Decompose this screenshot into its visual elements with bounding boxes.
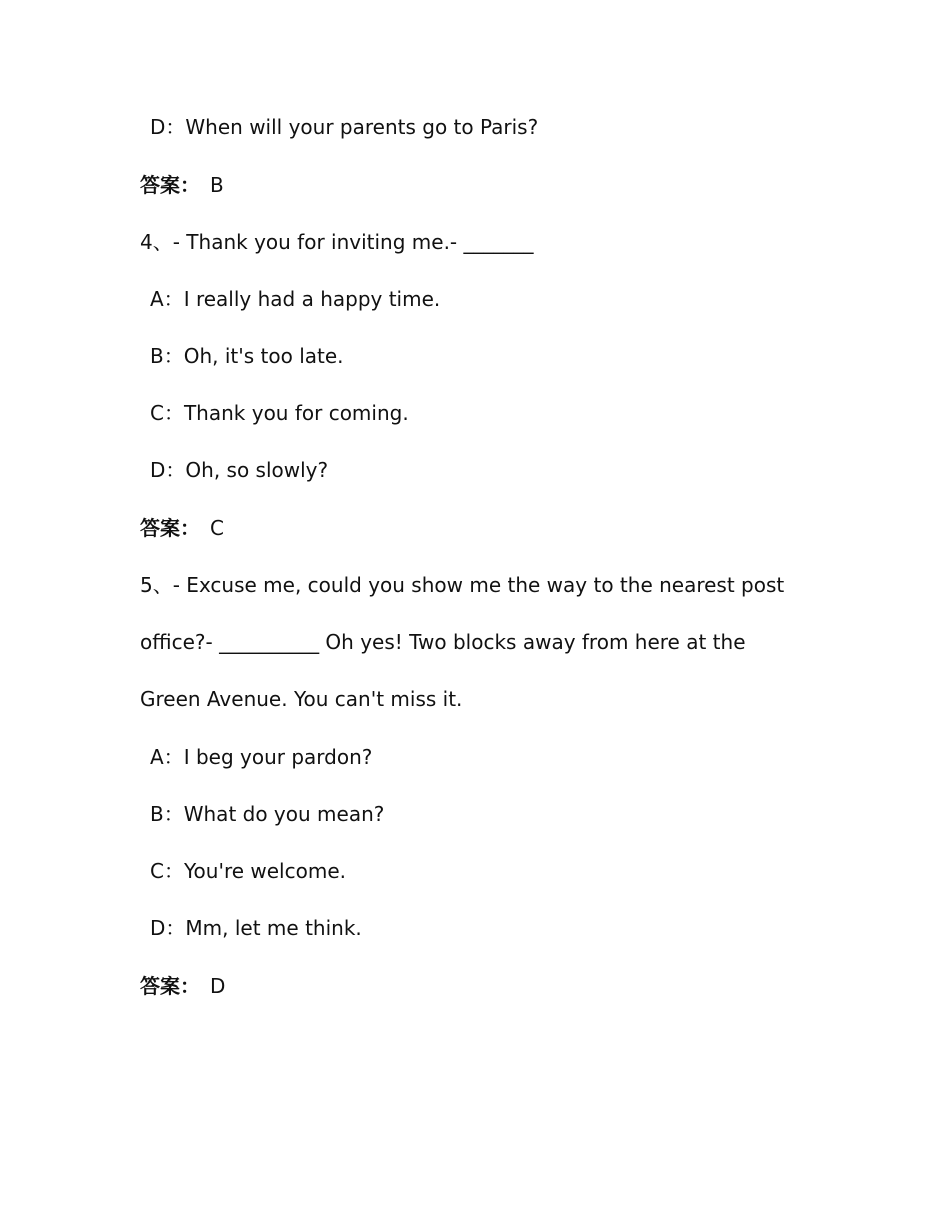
question-5-line-1 — [140, 570, 784, 600]
option-letter: A： — [150, 287, 184, 311]
q4-option-d — [150, 455, 328, 485]
option-text: Mm, let me think. — [185, 916, 362, 940]
option-text: Oh, it's too late. — [183, 344, 344, 368]
option-letter: B： — [150, 802, 184, 826]
question-number: 4、 — [140, 230, 173, 254]
answer-label: 答案： — [140, 516, 200, 540]
question-text: office?- __________ Oh yes! Two blocks away from here at the — [140, 630, 746, 654]
prev-answer — [140, 170, 224, 200]
option-letter: D： — [150, 115, 186, 139]
option-text: When will your parents go to Paris? — [185, 115, 539, 139]
question-number: 5、 — [140, 573, 173, 597]
option-text: You're welcome. — [183, 859, 346, 883]
prev-option-d — [150, 112, 538, 142]
option-text: Oh, so slowly? — [185, 458, 329, 482]
q4-answer — [140, 513, 224, 543]
question-text: Green Avenue. You can't miss it. — [140, 687, 463, 711]
question-4 — [140, 227, 534, 257]
option-text: Thank you for coming. — [183, 401, 409, 425]
question-text: - Thank you for inviting me.- _______ — [172, 230, 534, 254]
answer-label: 答案： — [140, 173, 200, 197]
q5-option-a — [150, 742, 372, 772]
answer-value: C — [210, 516, 224, 540]
option-letter: A： — [150, 745, 184, 769]
option-letter: C： — [150, 401, 184, 425]
q4-option-a — [150, 284, 440, 314]
option-text: I really had a happy time. — [183, 287, 441, 311]
question-5-line-3 — [140, 684, 462, 714]
question-text: - Excuse me, could you show me the way to the nearest post — [172, 573, 785, 597]
q4-option-c — [150, 398, 409, 428]
option-letter: C： — [150, 859, 184, 883]
option-letter: B： — [150, 344, 184, 368]
answer-value: B — [210, 173, 224, 197]
q5-option-d — [150, 913, 362, 943]
option-letter: D： — [150, 458, 186, 482]
q5-answer — [140, 971, 225, 1001]
option-text: I beg your pardon? — [183, 745, 373, 769]
q5-option-b — [150, 799, 384, 829]
answer-value: D — [210, 974, 226, 998]
q5-option-c — [150, 856, 346, 886]
answer-label: 答案： — [140, 974, 200, 998]
option-letter: D： — [150, 916, 186, 940]
question-5-line-2 — [140, 627, 746, 657]
q4-option-b — [150, 341, 344, 371]
option-text: What do you mean? — [183, 802, 385, 826]
